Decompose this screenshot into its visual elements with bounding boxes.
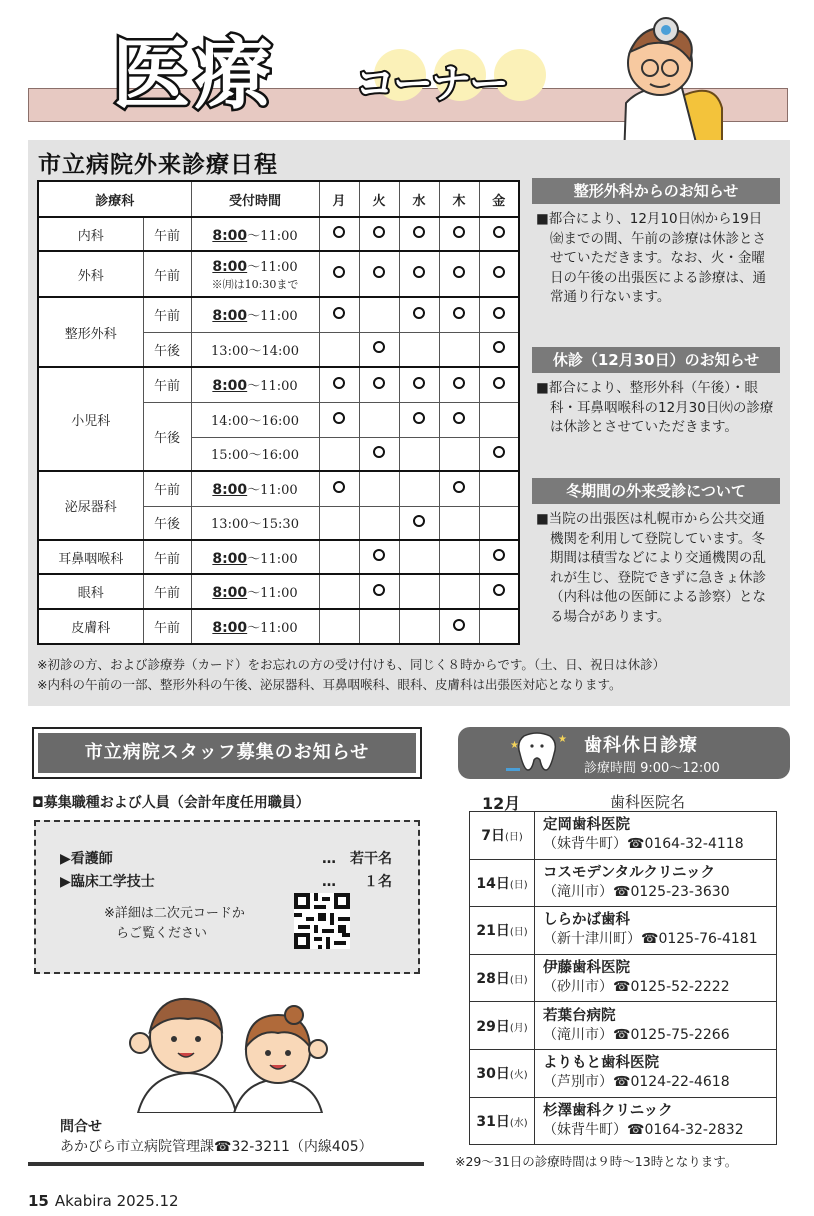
- col-time: 受付時間: [191, 181, 319, 217]
- time-cell: [191, 297, 319, 332]
- day-cell: [399, 574, 439, 609]
- schedule-table: [37, 180, 520, 645]
- day-cell: [319, 540, 359, 574]
- available-mark-icon: [373, 226, 385, 238]
- end-time: 〜11:00: [247, 586, 298, 601]
- available-mark-icon: [333, 377, 345, 389]
- table-row: [470, 1097, 777, 1145]
- day-cell: [439, 217, 479, 251]
- note-line: ※内科の午前の一部、整形外科の午後、泌尿器科、耳鼻咽喉科、眼科、皮膚科は出張医対応となります。: [37, 677, 622, 692]
- start-time: 8:00: [212, 378, 248, 395]
- square-bullet-icon: ◘: [32, 795, 44, 811]
- time-cell: [191, 574, 319, 609]
- clinic-cell: [535, 1002, 777, 1050]
- day-cell: [359, 402, 399, 437]
- time-cell: [191, 217, 319, 251]
- weekday: (月): [509, 1022, 528, 1034]
- time-cell: 14:00〜16:00: [191, 402, 319, 437]
- day-cell: [479, 609, 519, 644]
- col-day: 金: [479, 181, 519, 217]
- day-cell: [359, 367, 399, 402]
- day: 14日: [476, 875, 510, 892]
- day-cell: [479, 506, 519, 540]
- day-cell: [399, 217, 439, 251]
- time-cell: [191, 251, 319, 297]
- dental-table: [469, 811, 777, 1145]
- day-cell: [479, 297, 519, 332]
- dept-cell: 外科: [38, 251, 143, 297]
- col-day: 月: [319, 181, 359, 217]
- day-cell: [439, 402, 479, 437]
- date-cell: [470, 859, 535, 907]
- day-cell: [479, 402, 519, 437]
- available-mark-icon: [333, 481, 345, 493]
- date-cell: [470, 954, 535, 1002]
- start-time: 8:00: [212, 227, 248, 244]
- tooth-icon: [504, 730, 570, 774]
- day-cell: [399, 297, 439, 332]
- period-cell: 午後: [143, 332, 191, 367]
- available-mark-icon: [453, 619, 465, 631]
- available-mark-icon: [453, 481, 465, 493]
- day-cell: [479, 540, 519, 574]
- recruit-item-count: … １名: [322, 874, 392, 890]
- day-cell: [359, 540, 399, 574]
- available-mark-icon: [493, 226, 505, 238]
- table-row: [470, 1049, 777, 1097]
- available-mark-icon: [493, 266, 505, 278]
- available-mark-icon: [493, 341, 505, 353]
- dental-month: 12月: [482, 794, 521, 813]
- table-row: [38, 609, 519, 644]
- dental-time: 診療時間 9:00〜12:00: [584, 761, 720, 776]
- period-cell: 午前: [143, 367, 191, 402]
- page-number: 15: [28, 1192, 49, 1210]
- available-mark-icon: [413, 412, 425, 424]
- notice-orthopedics: [532, 178, 780, 308]
- day-cell: [439, 437, 479, 471]
- available-mark-icon: [413, 377, 425, 389]
- col-day: 火: [359, 181, 399, 217]
- end-time: 〜11:00: [247, 621, 298, 636]
- time-cell: [191, 367, 319, 402]
- clinic-name: 杉澤歯科クリニック: [543, 1102, 673, 1119]
- notice-winter: [532, 478, 780, 627]
- schedule-title: 市立病院外来診療日程: [38, 152, 278, 178]
- time-cell: [191, 471, 319, 506]
- day: 28日: [476, 971, 510, 988]
- table-row: [38, 367, 519, 402]
- recruit-subtitle-text: 募集職種および人員（会計年度任用職員）: [43, 795, 310, 811]
- day-cell: [399, 471, 439, 506]
- recruit-box: [34, 820, 420, 974]
- table-row: [470, 954, 777, 1002]
- day-cell: [319, 609, 359, 644]
- day-cell: [319, 251, 359, 297]
- clinic-info: （妹背牛町）☎0164-32-2832: [543, 1121, 744, 1138]
- available-mark-icon: [413, 266, 425, 278]
- available-mark-icon: [373, 266, 385, 278]
- date-cell: [470, 907, 535, 955]
- col-dept: 診療科: [38, 181, 191, 217]
- day-cell: [439, 540, 479, 574]
- clinic-info: （妹背牛町）☎0164-32-4118: [543, 836, 744, 853]
- day-cell: [359, 217, 399, 251]
- day-cell: [319, 437, 359, 471]
- day-cell: [399, 251, 439, 297]
- time-cell: [191, 609, 319, 644]
- clinic-cell: [535, 1049, 777, 1097]
- period-cell: 午前: [143, 609, 191, 644]
- recruit-item-count: … 若干名: [322, 851, 392, 867]
- clinic-name: 若葉台病院: [543, 1007, 616, 1024]
- available-mark-icon: [453, 412, 465, 424]
- day-cell: [479, 332, 519, 367]
- available-mark-icon: [493, 549, 505, 561]
- notice-title: 整形外科からのお知らせ: [532, 178, 780, 204]
- day-cell: [399, 540, 439, 574]
- recruit-header: [32, 727, 422, 779]
- available-mark-icon: [373, 549, 385, 561]
- day-cell: [319, 471, 359, 506]
- table-row: [38, 251, 519, 297]
- clinic-cell: [535, 954, 777, 1002]
- available-mark-icon: [373, 446, 385, 458]
- day: 29日: [476, 1018, 510, 1035]
- contact-heading: 問合せ: [60, 1119, 102, 1135]
- clinic-name: 伊藤歯科医院: [543, 960, 630, 977]
- clinic-cell: [535, 1097, 777, 1145]
- table-row: [38, 574, 519, 609]
- clinic-info: （新十津川町）☎0125-76-4181: [543, 931, 758, 948]
- date-cell: [470, 1002, 535, 1050]
- day-cell: [439, 609, 479, 644]
- day-cell: [439, 251, 479, 297]
- dental-title: 歯科休日診療: [584, 735, 698, 756]
- weekday: (水): [509, 1117, 528, 1129]
- contact-block: [60, 1117, 373, 1157]
- date-cell: [470, 812, 535, 860]
- day-cell: [479, 574, 519, 609]
- start-time: 8:00: [212, 259, 248, 275]
- clinic-info: （滝川市）☎0125-23-3630: [543, 883, 730, 900]
- recruit-item-name: ▶看護師: [60, 851, 113, 867]
- available-mark-icon: [333, 226, 345, 238]
- day-cell: [439, 506, 479, 540]
- day-cell: [399, 437, 439, 471]
- qr-note: [104, 904, 245, 944]
- available-mark-icon: [493, 307, 505, 319]
- day-cell: [479, 251, 519, 297]
- day-cell: [359, 609, 399, 644]
- clinic-cell: [535, 859, 777, 907]
- available-mark-icon: [373, 377, 385, 389]
- day-cell: [359, 574, 399, 609]
- notice-title: 冬期間の外来受診について: [532, 478, 780, 504]
- table-row: [470, 1002, 777, 1050]
- available-mark-icon: [413, 226, 425, 238]
- recruit-item-name: ▶臨床工学技士: [60, 874, 155, 890]
- end-time: 〜11:00: [247, 551, 298, 567]
- dept-cell: 眼科: [38, 574, 143, 609]
- day-cell: [399, 402, 439, 437]
- weekday: (火): [509, 1070, 528, 1082]
- notice-body: ■都合により、12月10日㈬から19日㈮までの間、午前の診療は休診とさせていただきます。なお、火・金曜日の午後の出張医による診療は、通常通り行ないます。: [536, 211, 766, 305]
- dept-cell: 整形外科: [38, 297, 143, 367]
- weekday: (日): [504, 832, 523, 844]
- notice-closed-dec30: [532, 347, 780, 438]
- day-cell: [359, 506, 399, 540]
- table-row: [38, 471, 519, 506]
- day: 31日: [476, 1113, 510, 1130]
- day-cell: [359, 251, 399, 297]
- day-cell: [439, 367, 479, 402]
- table-row: [470, 859, 777, 907]
- qr-note-line: ※詳細は二次元コードか: [104, 906, 245, 921]
- end-time: 〜11:00: [247, 379, 298, 395]
- table-row: [470, 812, 777, 860]
- staff-illustration: [118, 985, 334, 1113]
- weekday: (日): [509, 927, 528, 939]
- clinic-name: しらかば歯科: [543, 912, 630, 929]
- day-cell: [399, 506, 439, 540]
- start-time: 8:00: [212, 550, 248, 567]
- period-cell: 午後: [143, 506, 191, 540]
- header-subtitle: コーナー: [355, 61, 507, 107]
- dept-cell: 皮膚科: [38, 609, 143, 644]
- svg-text:★: ★: [510, 740, 519, 751]
- end-time: 〜11:00: [247, 483, 298, 499]
- period-cell: 午前: [143, 297, 191, 332]
- day-cell: [319, 367, 359, 402]
- available-mark-icon: [453, 307, 465, 319]
- day-cell: [359, 437, 399, 471]
- schedule-notes: [37, 655, 665, 695]
- start-time: 8:00: [212, 308, 248, 325]
- header-title: 医療: [112, 30, 277, 120]
- dental-col-header: 歯科医院名: [610, 793, 686, 811]
- clinic-info: （滝川市）☎0125-75-2266: [543, 1026, 730, 1043]
- day-cell: [479, 217, 519, 251]
- available-mark-icon: [413, 307, 425, 319]
- date-cell: [470, 1097, 535, 1145]
- available-mark-icon: [493, 377, 505, 389]
- clinic-info: （砂川市）☎0125-52-2222: [543, 979, 730, 996]
- end-time: 〜11:00: [247, 309, 298, 325]
- day-cell: [359, 297, 399, 332]
- start-time: 8:00: [212, 620, 248, 636]
- available-mark-icon: [373, 584, 385, 596]
- day-cell: [399, 367, 439, 402]
- day-cell: [319, 506, 359, 540]
- period-cell: 午前: [143, 251, 191, 297]
- note-line: ※初診の方、および診療券（カード）をお忘れの方の受け付けも、同じく８時からです。（土、日、祝日は休診）: [37, 657, 666, 672]
- day: 21日: [476, 923, 510, 940]
- end-time: 〜11:00: [247, 260, 298, 275]
- dept-cell: 小児科: [38, 367, 143, 471]
- time-cell: [191, 540, 319, 574]
- period-cell: 午前: [143, 217, 191, 251]
- contact-text: あかびら市立病院管理課☎32-3211（内線405）: [60, 1139, 373, 1155]
- svg-text:★: ★: [558, 734, 567, 745]
- page-footer: [28, 1192, 179, 1210]
- day-cell: [439, 297, 479, 332]
- day: 7日: [481, 828, 505, 845]
- period-cell: 午前: [143, 471, 191, 506]
- clinic-info: （芦別市）☎0124-22-4618: [543, 1074, 730, 1091]
- dept-cell: 泌尿器科: [38, 471, 143, 540]
- notice-body: ■当院の出張医は札幌市から公共交通機関を利用して登院しています。冬期間は積雪などにより交通機関の乱れが生じ、登院できずに急きょ休診（内科は他の医師による診察）となる場合があります。: [536, 511, 766, 625]
- notice-title: 休診（12月30日）のお知らせ: [532, 347, 780, 373]
- dept-cell: 内科: [38, 217, 143, 251]
- col-day: 水: [399, 181, 439, 217]
- start-time: 8:00: [212, 482, 248, 499]
- qr-note-line: らご覧ください: [116, 926, 208, 941]
- table-row: [38, 297, 519, 332]
- clinic-name: コスモデンタルクリニック: [543, 864, 715, 881]
- period-cell: 午後: [143, 402, 191, 471]
- clinic-cell: [535, 907, 777, 955]
- available-mark-icon: [413, 515, 425, 527]
- available-mark-icon: [453, 226, 465, 238]
- time-cell: 13:00〜15:30: [191, 506, 319, 540]
- day-cell: [479, 367, 519, 402]
- table-row: [38, 540, 519, 574]
- weekday: (日): [509, 879, 528, 891]
- available-mark-icon: [333, 266, 345, 278]
- time-cell: 13:00〜14:00: [191, 332, 319, 367]
- issue-label: Akabira 2025.12: [54, 1192, 179, 1210]
- weekday: (日): [509, 975, 528, 987]
- day: 30日: [476, 1066, 510, 1083]
- col-day: 木: [439, 181, 479, 217]
- day-cell: [439, 471, 479, 506]
- available-mark-icon: [373, 341, 385, 353]
- day-cell: [479, 471, 519, 506]
- day-cell: [319, 297, 359, 332]
- recruit-subtitle: [32, 792, 310, 812]
- available-mark-icon: [453, 377, 465, 389]
- available-mark-icon: [333, 412, 345, 424]
- date-cell: [470, 1049, 535, 1097]
- qr-code-icon[interactable]: [294, 893, 350, 949]
- time-note: ※㈪は10:30まで: [211, 278, 299, 291]
- day-cell: [399, 609, 439, 644]
- period-cell: 午前: [143, 540, 191, 574]
- recruit-title: 市立病院スタッフ募集のお知らせ: [38, 733, 416, 773]
- end-time: 〜11:00: [247, 228, 298, 244]
- clinic-name: 定岡歯科医院: [543, 817, 630, 834]
- day-cell: [439, 574, 479, 609]
- available-mark-icon: [453, 266, 465, 278]
- clinic-cell: [535, 812, 777, 860]
- available-mark-icon: [493, 446, 505, 458]
- contact-divider: [28, 1162, 424, 1166]
- start-time: 8:00: [212, 585, 248, 601]
- dept-cell: 耳鼻咽喉科: [38, 540, 143, 574]
- time-cell: 15:00〜16:00: [191, 437, 319, 471]
- day-cell: [359, 332, 399, 367]
- clinic-name: よりもと歯科医院: [543, 1055, 659, 1072]
- available-mark-icon: [333, 307, 345, 319]
- day-cell: [319, 217, 359, 251]
- day-cell: [399, 332, 439, 367]
- dental-note: ※29〜31日の診療時間は９時〜13時となります。: [455, 1154, 738, 1169]
- day-cell: [359, 471, 399, 506]
- notice-body: ■都合により、整形外科（午後）・眼科・耳鼻咽喉科の12月30日㈫の診療は休診とさせていただきます。: [536, 380, 774, 435]
- day-cell: [319, 402, 359, 437]
- day-cell: [479, 437, 519, 471]
- table-row: [470, 907, 777, 955]
- table-row: [38, 217, 519, 251]
- day-cell: [319, 574, 359, 609]
- day-cell: [439, 332, 479, 367]
- day-cell: [319, 332, 359, 367]
- period-cell: 午前: [143, 574, 191, 609]
- table-header-row: [38, 181, 519, 217]
- available-mark-icon: [493, 584, 505, 596]
